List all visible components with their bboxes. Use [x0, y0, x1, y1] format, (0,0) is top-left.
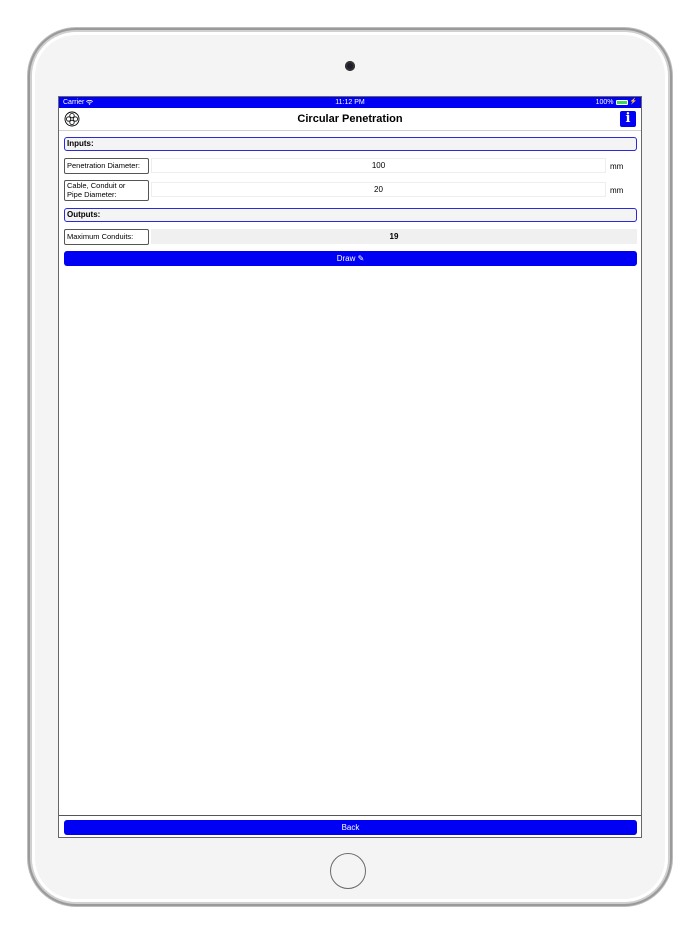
- navigation-bar: [59, 108, 641, 131]
- charging-icon: ⚡: [629, 99, 637, 105]
- maximum-conduits-value: 19: [151, 229, 637, 244]
- status-bar: [59, 97, 641, 108]
- battery-percent: 100%: [595, 99, 614, 106]
- battery-status: [596, 97, 637, 108]
- battery-fill: [617, 101, 627, 104]
- front-camera: [345, 61, 355, 71]
- conduit-diameter-label: [64, 180, 149, 201]
- home-button[interactable]: [330, 853, 366, 889]
- inputs-header: Inputs:: [64, 137, 637, 151]
- penetration-diameter-label-text: Penetration Diameter:: [67, 160, 140, 170]
- info-button[interactable]: i: [620, 111, 636, 127]
- penetration-diameter-unit: mm: [610, 162, 624, 171]
- penetration-diameter-label: [64, 158, 149, 174]
- page-title: Circular Penetration: [297, 113, 403, 125]
- carrier-text: Carrier: [63, 99, 85, 106]
- conduit-diameter-input[interactable]: 20: [151, 182, 606, 197]
- battery-icon: [616, 100, 628, 105]
- penetration-diameter-input[interactable]: 100: [151, 158, 606, 173]
- maximum-conduits-label: [64, 229, 149, 245]
- outputs-header: Outputs:: [64, 208, 637, 222]
- draw-button[interactable]: Draw ✎: [64, 251, 637, 266]
- maximum-conduits-label-text: Maximum Conduits:: [67, 231, 134, 241]
- app-screen: [58, 96, 642, 838]
- conduit-diameter-label-line1: Cable, Conduit or: [67, 181, 126, 190]
- back-button[interactable]: Back: [64, 820, 637, 835]
- conduit-diameter-unit: mm: [610, 186, 624, 195]
- conduit-diameter-label-line2: Pipe Diameter:: [67, 189, 117, 199]
- status-time: 11:12 PM: [335, 99, 365, 106]
- toolbar-divider: [59, 815, 641, 816]
